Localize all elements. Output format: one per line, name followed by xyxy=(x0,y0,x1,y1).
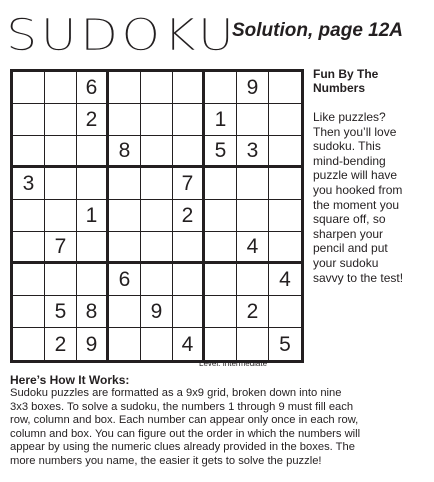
empty-cell[interactable] xyxy=(237,328,269,360)
empty-cell[interactable] xyxy=(173,296,205,328)
empty-cell[interactable] xyxy=(13,200,45,232)
empty-cell[interactable] xyxy=(205,72,237,104)
instructions-body: Sudoku puzzles are formatted as a 9x9 grid, broken down into nine 3x3 boxes. To solve a sudoku, the numbers 1 through 9 must fill each row, column and box. Each number can appear only once in each row, column and box. You can figure out the order in which the numbers will appear by using the numeric clues already provided in the boxes. The more numbers you name, the easier it gets to solve the puzzle! xyxy=(10,387,361,467)
given-number-cell: 4 xyxy=(269,264,301,296)
empty-cell[interactable] xyxy=(45,72,77,104)
empty-cell[interactable] xyxy=(109,200,141,232)
empty-cell[interactable] xyxy=(141,136,173,168)
empty-cell[interactable] xyxy=(205,200,237,232)
empty-cell[interactable] xyxy=(205,232,237,264)
sidebar-title: Fun By The Numbers xyxy=(313,67,379,95)
empty-cell[interactable] xyxy=(77,168,109,200)
empty-cell[interactable] xyxy=(173,136,205,168)
empty-cell[interactable] xyxy=(13,104,45,136)
empty-cell[interactable] xyxy=(237,168,269,200)
given-number-cell: 7 xyxy=(173,168,205,200)
given-number-cell: 3 xyxy=(237,136,269,168)
empty-cell[interactable] xyxy=(173,264,205,296)
given-number-cell: 3 xyxy=(13,168,45,200)
empty-cell[interactable] xyxy=(173,72,205,104)
empty-cell[interactable] xyxy=(173,104,205,136)
sudoku-logo: SUDOKU xyxy=(6,10,238,61)
empty-cell[interactable] xyxy=(269,168,301,200)
difficulty-level: Level: Intermediate xyxy=(199,359,268,368)
empty-cell[interactable] xyxy=(141,232,173,264)
given-number-cell: 4 xyxy=(173,328,205,360)
given-number-cell: 9 xyxy=(237,72,269,104)
empty-cell[interactable] xyxy=(77,136,109,168)
empty-cell[interactable] xyxy=(13,264,45,296)
solution-reference: Solution, page 12A xyxy=(232,20,404,41)
empty-cell[interactable] xyxy=(205,328,237,360)
given-number-cell: 8 xyxy=(109,136,141,168)
empty-cell[interactable] xyxy=(269,296,301,328)
empty-cell[interactable] xyxy=(269,72,301,104)
empty-cell[interactable] xyxy=(13,328,45,360)
empty-cell[interactable] xyxy=(141,168,173,200)
empty-cell[interactable] xyxy=(269,104,301,136)
empty-cell[interactable] xyxy=(13,72,45,104)
given-number-cell: 1 xyxy=(77,200,109,232)
empty-cell[interactable] xyxy=(13,296,45,328)
empty-cell[interactable] xyxy=(205,296,237,328)
empty-cell[interactable] xyxy=(109,168,141,200)
empty-cell[interactable] xyxy=(77,232,109,264)
given-number-cell: 7 xyxy=(45,232,77,264)
given-number-cell: 2 xyxy=(45,328,77,360)
empty-cell[interactable] xyxy=(45,104,77,136)
given-number-cell: 5 xyxy=(205,136,237,168)
empty-cell[interactable] xyxy=(141,72,173,104)
empty-cell[interactable] xyxy=(237,200,269,232)
empty-cell[interactable] xyxy=(141,200,173,232)
empty-cell[interactable] xyxy=(141,264,173,296)
empty-cell[interactable] xyxy=(141,104,173,136)
given-number-cell: 2 xyxy=(173,200,205,232)
empty-cell[interactable] xyxy=(109,296,141,328)
given-number-cell: 2 xyxy=(237,296,269,328)
given-number-cell: 1 xyxy=(205,104,237,136)
empty-cell[interactable] xyxy=(269,200,301,232)
sudoku-grid xyxy=(10,69,304,363)
given-number-cell: 4 xyxy=(237,232,269,264)
empty-cell[interactable] xyxy=(109,232,141,264)
given-number-cell: 8 xyxy=(77,296,109,328)
given-number-cell: 9 xyxy=(141,296,173,328)
empty-cell[interactable] xyxy=(45,136,77,168)
empty-cell[interactable] xyxy=(237,104,269,136)
empty-cell[interactable] xyxy=(269,232,301,264)
given-number-cell: 6 xyxy=(109,264,141,296)
empty-cell[interactable] xyxy=(109,104,141,136)
empty-cell[interactable] xyxy=(45,264,77,296)
empty-cell[interactable] xyxy=(45,168,77,200)
empty-cell[interactable] xyxy=(77,264,109,296)
empty-cell[interactable] xyxy=(109,328,141,360)
empty-cell[interactable] xyxy=(13,232,45,264)
given-number-cell: 5 xyxy=(279,332,291,356)
given-number-cell: 5 xyxy=(45,296,77,328)
empty-cell[interactable] xyxy=(205,264,237,296)
empty-cell[interactable] xyxy=(45,200,77,232)
empty-cell[interactable] xyxy=(205,168,237,200)
empty-cell[interactable] xyxy=(109,72,141,104)
sidebar-body: Like puzzles? Then you’ll love sudoku. This mind-bending puzzle will have you hooked from the moment you square off, so sharpen your pencil and put your sudoku savvy to the test! xyxy=(313,110,404,285)
instructions-title: Here’s How It Works: xyxy=(10,373,130,387)
empty-cell[interactable] xyxy=(13,136,45,168)
given-number-cell: 9 xyxy=(77,328,109,360)
empty-cell[interactable] xyxy=(173,232,205,264)
empty-cell[interactable] xyxy=(269,136,301,168)
given-number-cell: 2 xyxy=(77,104,109,136)
given-number-cell: 6 xyxy=(77,72,109,104)
empty-cell[interactable] xyxy=(141,328,173,360)
empty-cell[interactable] xyxy=(237,264,269,296)
